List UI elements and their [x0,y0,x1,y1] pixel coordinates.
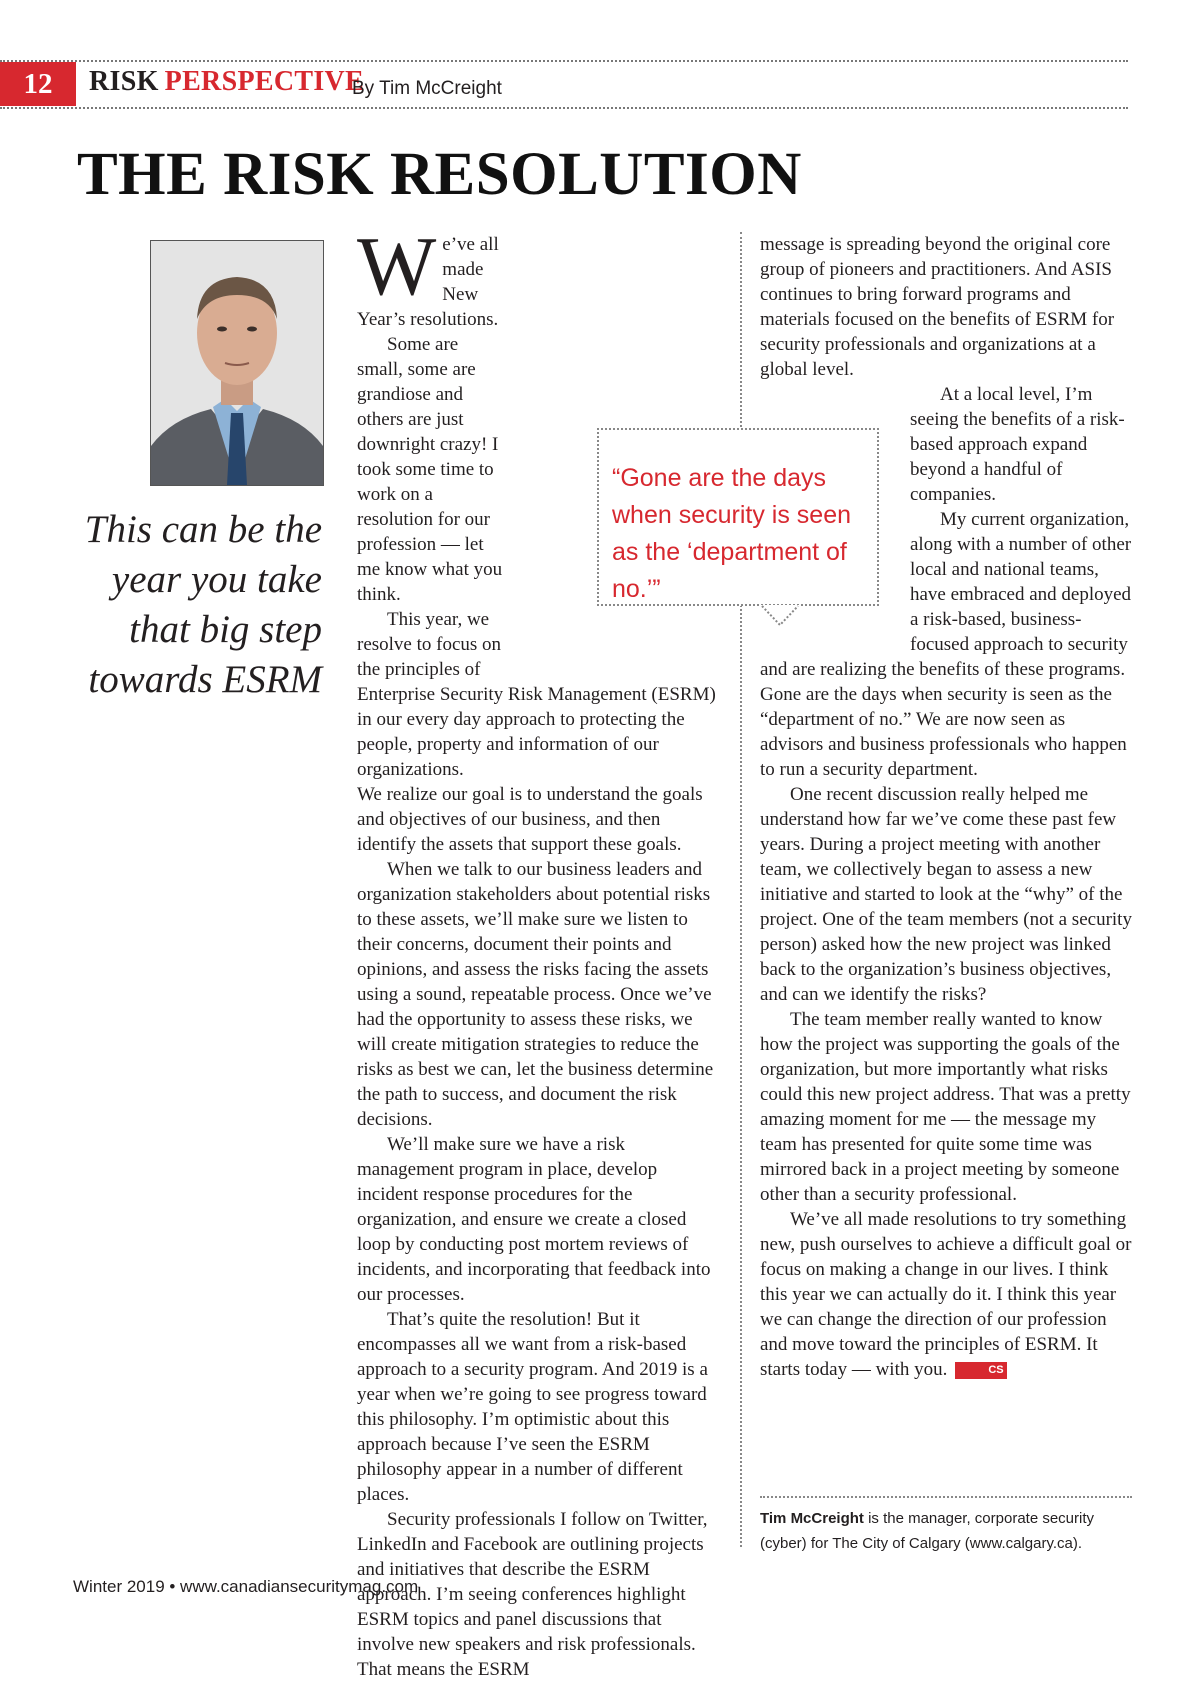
page-number: 12 [0,62,76,106]
section-title-perspective: PERSPECTIVE [164,66,365,97]
callout-pointer-icon [760,605,800,627]
paragraph: The team member really wanted to know how the project was supporting the goals of the organization, but more importantly what risks could this new project address. That was a pretty amazing moment for me — the message my team has presented for quite some time was mirrored back in a project meeting by someone other than a security professional. [760,1009,1131,1205]
bio-rule [760,1496,1132,1498]
author-bio-text: is the manager, corporate security (cyber) for The City of Calgary (www.calgary.ca). [760,1510,1095,1552]
paragraph: Some are small, some are grandiose and others are just downright crazy! I took some time to work on a resolution for our profession — let me know what you think. [357,334,503,605]
pull-quote-callout [597,428,879,606]
paragraph: This year, we resolve to focus on the principles of Enterprise Security Risk Management (ESRM) in our every day approach to protecting the people, property and information of our organizations. [357,609,716,780]
author-photo [150,240,324,486]
header-top-rule [0,60,1128,62]
page-footer: Winter 2019 • www.canadiansecuritymag.com [73,1577,419,1596]
paragraph: We realize our goal is to understand the goals and objectives of our business, and then identify the assets that support these goals. [357,784,703,855]
header-bottom-rule [0,107,1128,109]
article-headline: THE RISK RESOLUTION [77,141,802,208]
section-title [89,66,364,98]
author-bio-name: Tim McCreight [760,1510,864,1527]
paragraph: That’s quite the resolution! But it encompasses all we want from a risk-based approach to a security program. And 2019 is a year when we’re going to see progress toward this philosophy. I’m optimistic about this approach because I’ve seen the ESRM philosophy appear in a number of different places. [357,1309,708,1505]
paragraph: My current organization, along with a number of other local and national teams, have embraced and deployed a risk-based, business-focused approach to security and are realizing the benefits of these programs. Gone are the days when security is seen as the “department of no.” We are now seen as advisors and business professionals who happen to run a security department. [760,509,1132,780]
author-bio [760,1506,1132,1556]
paragraph: message is spreading beyond the original core group of pioneers and practitioners. And ASIS continues to bring forward programs and materials focused on the benefits of ESRM for security professionals and organizations at a global level. [760,234,1115,380]
paragraph [760,1207,1132,1382]
byline: By Tim McCreight [352,78,502,99]
end-mark-icon: CS [955,1362,1006,1379]
article-column-2 [760,232,1132,1382]
paragraph: e’ve all made New Year’s resolutions. [357,234,499,330]
pull-quote-left: This can be the year you take that big step towards ESRM [84,508,322,701]
section-title-risk: RISK [89,66,159,97]
paragraph: Security professionals I follow on Twitter, LinkedIn and Facebook are outlining projects and initiatives that describe the ESRM approach. I’m seeing conferences highlight ESRM topics and panel discussions that involve new speakers and risk professionals. That means the ESRM [357,1509,708,1680]
paragraph: At a local level, I’m seeing the benefits of a risk-based approach expand beyond a handful of companies. [910,384,1125,505]
paragraph: When we talk to our business leaders and organization stakeholders about potential risks to these assets, we’ll make sure we listen to their concerns, document their points and opinions, and assess the risks facing the assets using a sound, repeatable process. Once we’ve had the opportunity to assess these risks, we will create mitigation strategies to reduce the risks as best we can, let the business determine the path to success, and document the risk decisions. [357,859,714,1130]
paragraph: One recent discussion really helped me understand how far we’ve come these past few years. During a project meeting with another team, we collectively began to assess a new initiative and started to look at the “why” of the project. One of the team members (not a security person) asked how the new project was linked back to the organization’s business objectives, and can we identify the risks? [760,784,1132,1005]
pull-quote-callout-text: “Gone are the days when security is seen as the ‘department of no.’” [612,464,852,603]
paragraph: We’ll make sure we have a risk management program in place, develop incident response procedures for the organization, and ensure we create a closed loop by conducting post mortem reviews of incidents, and incorporating that feedback into our processes. [357,1134,711,1305]
drop-cap: W [357,220,437,313]
paragraph-text: We’ve all made resolutions to try something new, push ourselves to achieve a difficult goal or focus on making a change in our lives. I think this year we can actually do it. I think this year we can change the direction of our profession and move toward the principles of ESRM. It starts today — with you. [760,1209,1132,1380]
